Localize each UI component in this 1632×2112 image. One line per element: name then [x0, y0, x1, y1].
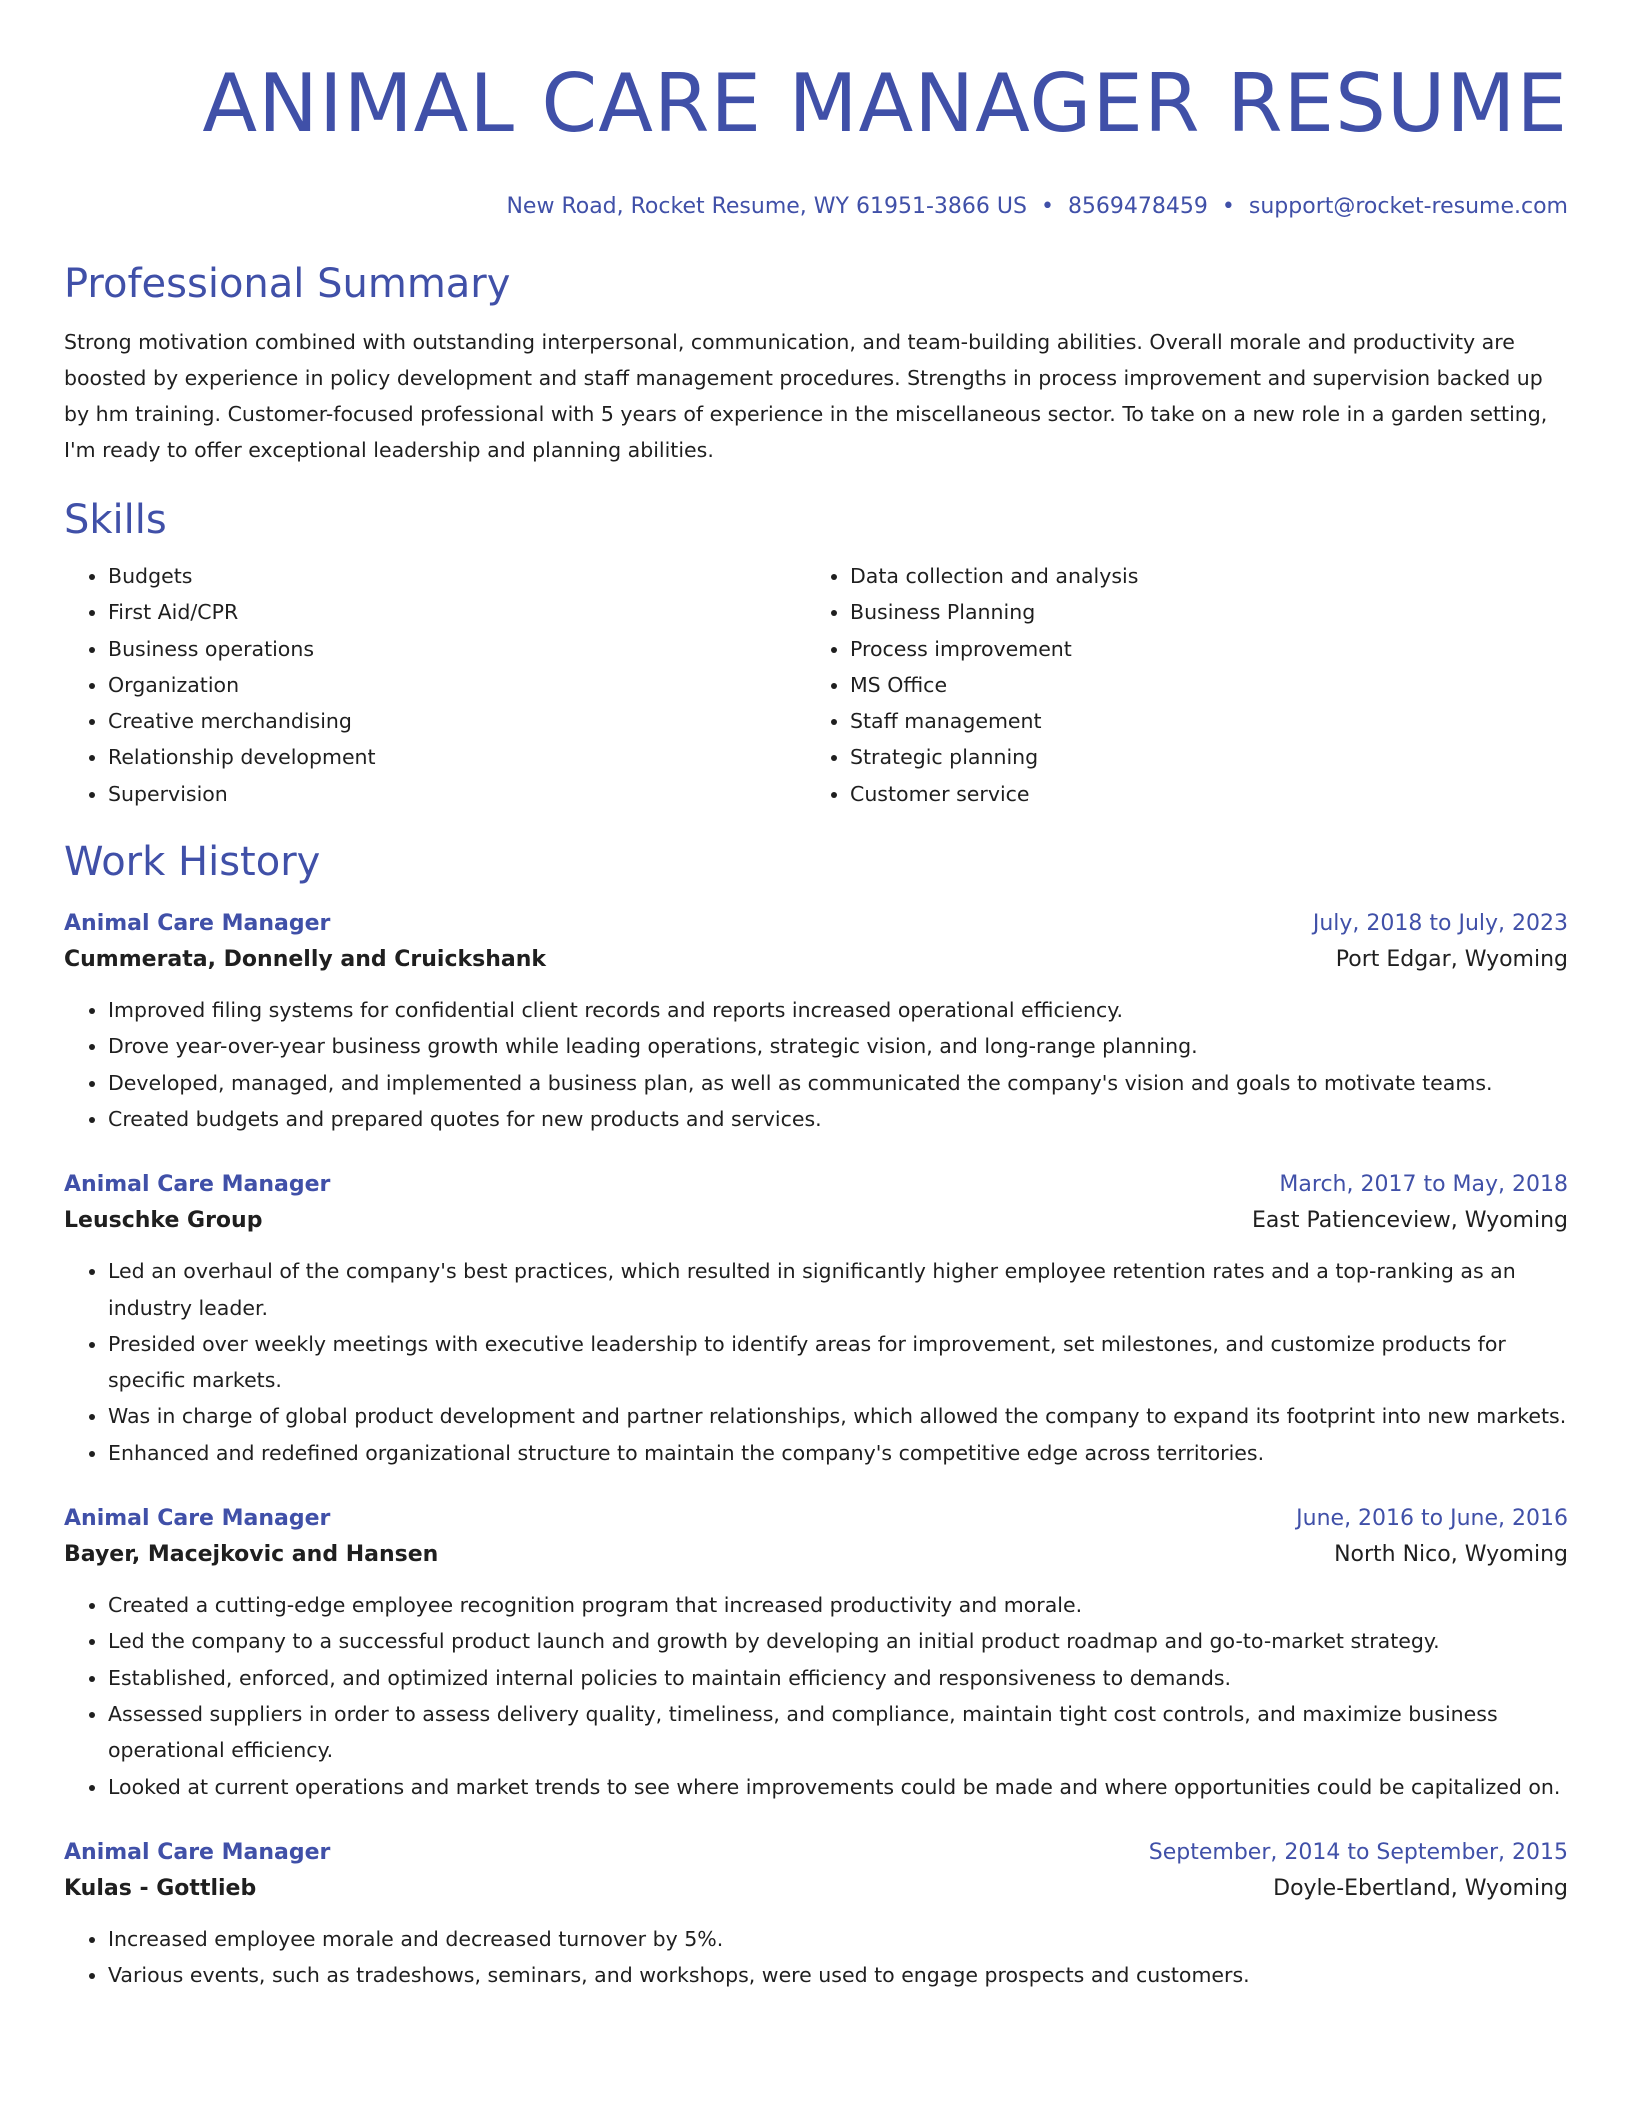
- job-bullets: [64, 1921, 1568, 1994]
- skill-item: • First Aid/CPR: [108, 594, 806, 630]
- resume-title: ANIMAL CARE MANAGER RESUME: [202, 57, 1568, 150]
- job-dates: June, 2016 to June, 2016: [1296, 1506, 1568, 1532]
- skills-heading: Skills: [64, 497, 167, 543]
- job-company: Cummerata, Donnelly and Cruickshank: [64, 947, 547, 973]
- contact-separator: •: [1040, 194, 1054, 219]
- job-employer-row: [64, 942, 1568, 978]
- job-bullet: • Created budgets and prepared quotes for new products and services.: [108, 1101, 1568, 1137]
- skill-item: • Budgets: [108, 558, 806, 594]
- contact-address: New Road, Rocket Resume, WY 61951-3866 US: [506, 194, 1027, 219]
- skills-list: [64, 558, 1568, 812]
- job-location: North Nico, Wyoming: [1334, 1542, 1568, 1568]
- job-company: Bayer, Macejkovic and Hansen: [64, 1542, 439, 1568]
- contact-phone: 8569478459: [1067, 194, 1208, 219]
- skill-item: • Business operations: [108, 631, 806, 667]
- job-header: [64, 1167, 1568, 1203]
- job-bullet: • Improved filing systems for confidential client records and reports increased operational efficiency.: [108, 992, 1568, 1028]
- contact-separator: •: [1221, 194, 1235, 219]
- job-title: Animal Care Manager: [64, 1172, 331, 1198]
- job-header: [64, 906, 1568, 942]
- job-title: Animal Care Manager: [64, 1506, 331, 1532]
- job-entry: [64, 1835, 1568, 1994]
- job-bullet: • Increased employee morale and decreased turnover by 5%.: [108, 1921, 1568, 1957]
- skill-item: • Supervision: [108, 776, 806, 812]
- job-employer-row: [64, 1203, 1568, 1239]
- skill-item: • MS Office: [850, 667, 1548, 703]
- job-bullet: • Led the company to a successful product launch and growth by developing an initial product roadmap and go-to-market strategy.: [108, 1623, 1568, 1659]
- skill-item: • Organization: [108, 667, 806, 703]
- job-header: [64, 1501, 1568, 1537]
- job-bullet: • Developed, managed, and implemented a business plan, as well as communicated the company's vision and goals to motivate teams.: [108, 1065, 1568, 1101]
- job-header: [64, 1835, 1568, 1871]
- skill-item: • Relationship development: [108, 739, 806, 775]
- skill-item: • Strategic planning: [850, 739, 1548, 775]
- skills-column-left: [64, 558, 806, 812]
- summary-heading: Professional Summary: [64, 261, 511, 307]
- contact-line: [64, 192, 1568, 222]
- contact-email[interactable]: support@rocket-resume.com: [1248, 194, 1568, 219]
- job-bullet: • Was in charge of global product development and partner relationships, which allowed the company to expand its footprint into new markets.: [108, 1398, 1568, 1434]
- job-bullets: [64, 992, 1568, 1137]
- work-history-heading: Work History: [64, 839, 321, 886]
- skill-item: • Data collection and analysis: [850, 558, 1548, 594]
- job-bullet: • Drove year-over-year business growth while leading operations, strategic vision, and long-range planning.: [108, 1028, 1568, 1064]
- skill-item: • Business Planning: [850, 594, 1548, 630]
- job-location: Doyle-Ebertland, Wyoming: [1273, 1875, 1568, 1901]
- job-bullet: • Created a cutting-edge employee recognition program that increased productivity and morale.: [108, 1587, 1568, 1623]
- job-bullet: • Presided over weekly meetings with executive leadership to identify areas for improvement, set milestones, and customize products for specific markets.: [108, 1326, 1568, 1399]
- job-dates: September, 2014 to September, 2015: [1148, 1839, 1568, 1865]
- skill-item: • Customer service: [850, 776, 1548, 812]
- job-employer-row: [64, 1537, 1568, 1573]
- job-bullet: • Various events, such as tradeshows, seminars, and workshops, were used to engage prospects and customers.: [108, 1957, 1568, 1993]
- skill-item: • Creative merchandising: [108, 703, 806, 739]
- job-bullet: • Established, enforced, and optimized internal policies to maintain efficiency and responsiveness to demands.: [108, 1660, 1568, 1696]
- job-entry: [64, 1167, 1568, 1471]
- job-bullet: • Looked at current operations and market trends to see where improvements could be made and where opportunities could be capitalized on.: [108, 1769, 1568, 1805]
- job-bullets: [64, 1253, 1568, 1471]
- skill-item: • Staff management: [850, 703, 1548, 739]
- job-title: Animal Care Manager: [64, 911, 331, 937]
- resume-page: [64, 0, 1568, 1993]
- job-location: East Patienceview, Wyoming: [1251, 1208, 1568, 1234]
- job-bullet: • Enhanced and redefined organizational structure to maintain the company's competitive edge across territories.: [108, 1435, 1568, 1471]
- summary-text: Strong motivation combined with outstanding interpersonal, communication, and team-building abilities. Overall morale and productivity are boosted by experience in policy development and staff management procedures. Strengths in process improvement and supervision backed up by hm training. Customer-focused professional with 5 years of experience in the miscellaneous sector. To take on a new role in a garden setting, I'm ready to offer exceptional leadership and planning abilities.: [64, 330, 1548, 462]
- job-bullet: • Assessed suppliers in order to assess delivery quality, timeliness, and compliance, maintain tight cost controls, and maximize business operational efficiency.: [108, 1696, 1568, 1769]
- job-dates: July, 2018 to July, 2023: [1312, 911, 1568, 937]
- job-entry: [64, 906, 1568, 1137]
- job-company: Leuschke Group: [64, 1208, 263, 1234]
- job-bullet: • Led an overhaul of the company's best practices, which resulted in significantly higher employee retention rates and a top-ranking as an industry leader.: [108, 1253, 1568, 1326]
- job-title: Animal Care Manager: [64, 1839, 331, 1865]
- job-bullets: [64, 1587, 1568, 1805]
- skills-column-right: [806, 558, 1548, 812]
- job-entry: [64, 1501, 1568, 1805]
- skill-item: • Process improvement: [850, 631, 1548, 667]
- job-dates: March, 2017 to May, 2018: [1279, 1172, 1568, 1198]
- job-employer-row: [64, 1871, 1568, 1907]
- job-location: Port Edgar, Wyoming: [1335, 947, 1568, 973]
- job-company: Kulas - Gottlieb: [64, 1875, 257, 1901]
